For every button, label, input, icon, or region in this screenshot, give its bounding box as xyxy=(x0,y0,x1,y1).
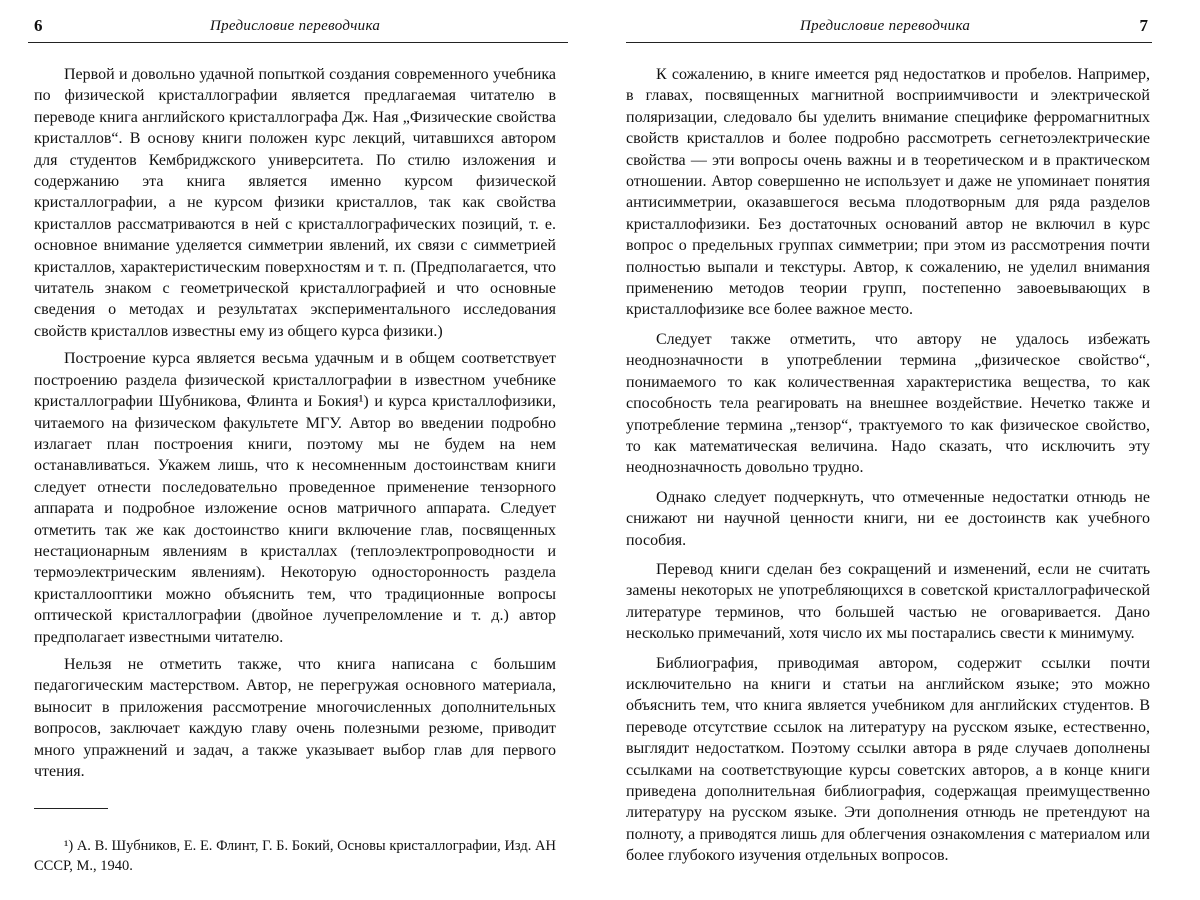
body-text xyxy=(626,64,1150,875)
header-rule xyxy=(626,42,1152,43)
paragraph: Библиография, приводимая автором, содержит ссылки почти исключительно на книги и статьи на английском языке; это можно объяснить тем, что книга является учебником для английских студентов. В переводе отсутствие ссылок на литературу на русском языке, естественно, выглядит недостатком. Поэтому ссылки автора в ряде случаев дополнены ссылками на соответствующие курсы советских авторов, а в конце книги приведена дополнительная библиография, содержащая преимущественно литературу на русском языке. Эти дополнения отнюдь не претендуют на полноту, а приводятся лишь для облегчения ознакомления с материалом или более глубокого изучения отдельных вопросов. xyxy=(626,654,1150,865)
footnote-rule xyxy=(34,808,108,809)
paragraph: Следует также отметить, что автору не удалось избежать неоднозначности в употреблении термина „физическое свойство“, понимаемого то как количественная характеристика вещества, то как способность тела реагировать на внешнее воздействие. Нечетко также и употребление термина „тензор“, трактуемого то как физическое свойство, то как математическая величина. Надо сказать, что исключить эту неоднозначность довольно трудно. xyxy=(626,330,1150,477)
page-number: 6 xyxy=(34,16,43,35)
paragraph: Перевод книги сделан без сокращений и изменений, если не считать замены некоторых не употребляющихся в советской кристаллографической литературе терминов, что большей частью не оговаривается. Дано несколько примечаний, хотя число их мы постарались свести к минимуму. xyxy=(626,560,1150,643)
paragraph: Построение курса является весьма удачным и в общем соответствует построению раздела физической кристаллографии в известном учебнике кристаллографии Шубникова, Флинта и Бокия¹) и курса кристаллофизики, читаемого на физическом факультете МГУ. Автор во введении подробно излагает план построения книги, поэтому мы не будем на нем останавливаться. Укажем лишь, что к несомненным достоинствам книги следует отнести последовательно проведенное применение тензорного аппарата и подробное изложение основ матричного аппарата. Следует отметить так же как достоинство книги включение глав, посвященных нестационарным явлениям в кристаллах (теплоэлектропроводности и термоэлектрическим явлениям). Некоторую односторонность раздела кристаллооптики можно объяснить тем, что традиционные вопросы оптической кристаллографии (двойное лучепреломление и т. д.) автор предполагает известными читателю. xyxy=(34,350,556,646)
page-header xyxy=(626,14,1166,42)
header-rule xyxy=(28,42,568,43)
paragraph: Нельзя не отметить также, что книга написана с большим педагогическим мастерством. Автор, не перегружая основного материала, выносит в приложения рассмотрение многочисленных дополнительных вопросов, заключает каждую главу очень полезными резюме, приводит много упражнений и задач, а также указывает выбор глав для первого чтения. xyxy=(34,655,556,780)
footnote: ¹) А. В. Шубников, Е. Е. Флинт, Г. Б. Бокий, Основы кристаллографии, Изд. АН СССР, М., 1940. xyxy=(34,838,556,874)
running-head: Предисловие переводчика xyxy=(800,18,971,34)
page-header xyxy=(28,14,568,42)
paragraph: К сожалению, в книге имеется ряд недостатков и пробелов. Например, в главах, посвященных магнитной восприимчивости и электрической поляризации, следовало бы уделить внимание специфике ферромагнитных свойств кристаллов и более подробно рассмотреть сегнетоэлектрические свойства — эти вопросы очень важны и в теоретическом и в практическом отношении. Автор совершенно не использует и даже не упоминает понятия антисимметрии, оказавшегося весьма плодотворным для ряда разделов кристаллофизики. Без достаточных оснований автор не включил в курс вопрос о предельных группах симметрии; при этом из рассмотрения почти полностью выпали и текстуры. Автор, к сожалению, не уделил внимания применению методов теории групп, постепенно завоевывающих в кристаллофизике все более важное место. xyxy=(626,66,1150,319)
body-text xyxy=(34,64,556,788)
page-number: 7 xyxy=(1139,16,1148,35)
paragraph: Первой и довольно удачной попыткой создания современного учебника по физической кристаллографии является предлагаемая читателю в переводе книга английского кристаллографа Дж. Ная „Физические свойства кристаллов“. В основу книги положен курс лекций, читавшихся автором для студентов Кембриджского университета. По стилю изложения и содержанию эта книга является именно курсом физической кристаллографии, а не курсом физики кристаллов, так как свойства кристаллов рассматриваются в ней с кристаллографических позиций, т. е. основное внимание уделяется симметрии явлений, их связи с симметрией кристаллов, характеристическим поверхностям и т. п. (Предполагается, что читатель знаком с геометрической кристаллографией и что основные сведения о методах и результатах экспериментального исследования свойств кристаллов известны ему из общего курса физики.) xyxy=(34,66,556,340)
right-page xyxy=(600,0,1200,900)
running-head: Предисловие переводчика xyxy=(210,18,381,34)
paragraph: Однако следует подчеркнуть, что отмеченные недостатки отнюдь не снижают ни научной ценности книги, ни ее достоинств как учебного пособия. xyxy=(626,488,1150,549)
